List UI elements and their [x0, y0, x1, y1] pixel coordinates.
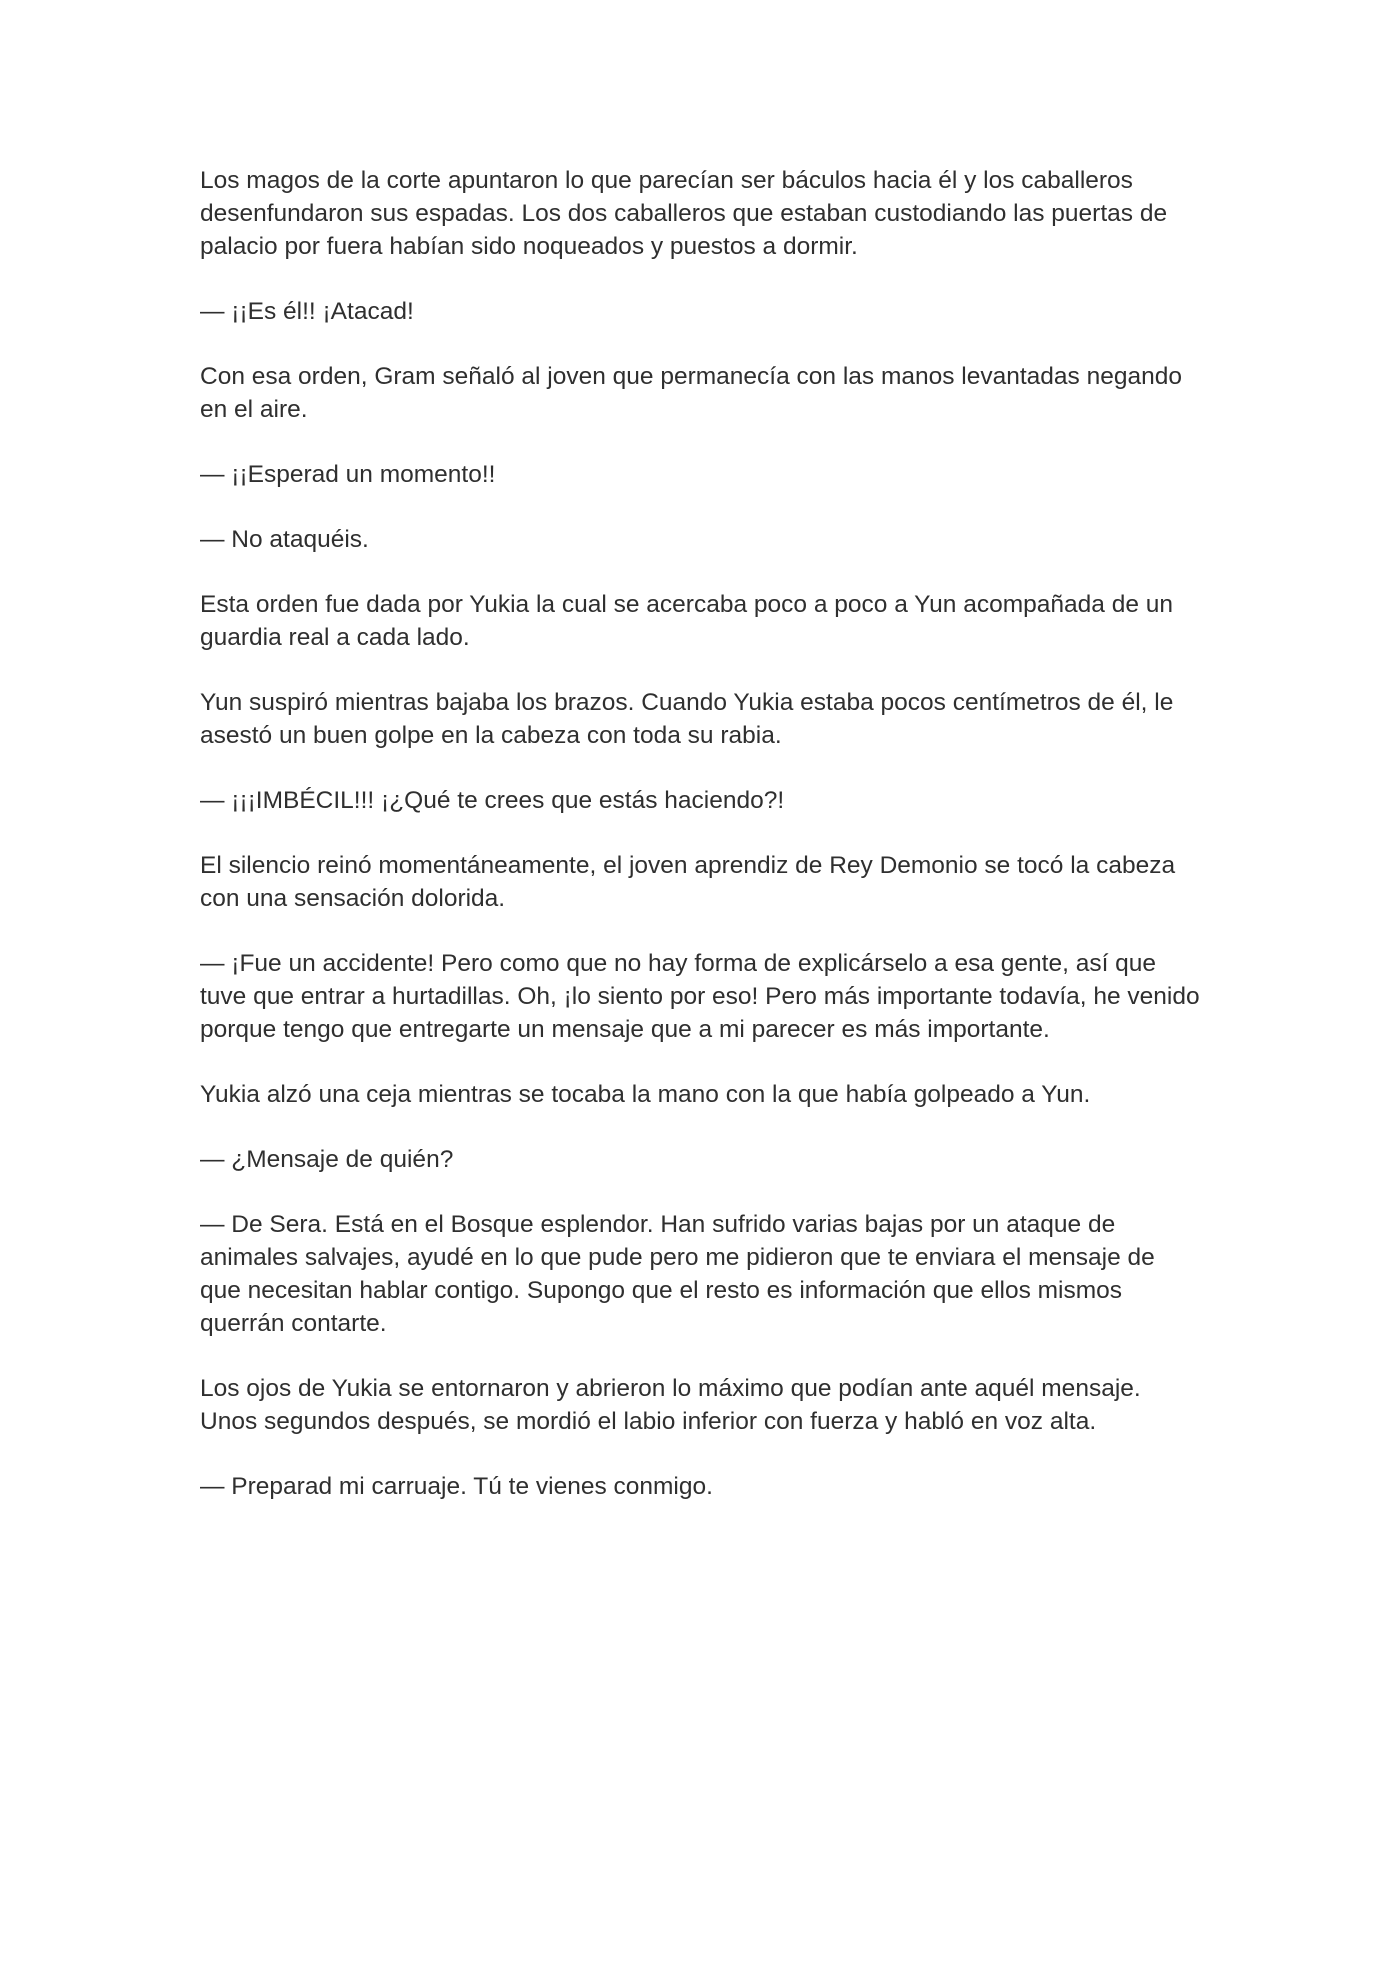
paragraph: — No ataquéis. [200, 526, 369, 553]
paragraph: — Preparad mi carruaje. Tú te vienes conmigo. [200, 1473, 713, 1500]
paragraph: — ¡¡¡IMBÉCIL!!! ¡¿Qué te crees que estás haciendo?! [200, 787, 785, 814]
paragraph: Los magos de la corte apuntaron lo que parecían ser báculos hacia él y los caballeros desenfundaron sus espadas. Los dos caballeros que estaban custodiando las puertas de palacio por fuera habían sido noqueados y puestos a dormir. [200, 167, 1168, 260]
paragraph: — ¡¡Es él!! ¡Atacad! [200, 298, 414, 325]
paragraph: Los ojos de Yukia se entornaron y abrieron lo máximo que podían ante aquél mensaje. Unos segundos después, se mordió el labio inferior con fuerza y habló en voz alta. [200, 1375, 1141, 1435]
paragraph: Esta orden fue dada por Yukia la cual se acercaba poco a poco a Yun acompañada de un guardia real a cada lado. [200, 591, 1174, 651]
paragraph: — ¿Mensaje de quién? [200, 1146, 454, 1173]
paragraph: Yun suspiró mientras bajaba los brazos. Cuando Yukia estaba pocos centímetros de él, le asestó un buen golpe en la cabeza con toda su rabia. [200, 689, 1174, 749]
paragraph: — ¡Fue un accidente! Pero como que no hay forma de explicárselo a esa gente, así que tuve que entrar a hurtadillas. Oh, ¡lo siento por eso! Pero más importante todavía, he venido porque tengo que entregarte un mensaje que a mi parecer es más importante. [200, 950, 1200, 1043]
paragraph: El silencio reinó momentáneamente, el joven aprendiz de Rey Demonio se tocó la cabeza con una sensación dolorida. [200, 852, 1176, 912]
paragraph: Con esa orden, Gram señaló al joven que permanecía con las manos levantadas negando en el aire. [200, 363, 1182, 423]
paragraph: — De Sera. Está en el Bosque esplendor. Han sufrido varias bajas por un ataque de animales salvajes, ayudé en lo que pude pero me pidieron que te enviara el mensaje de que necesitan hablar contigo. Supongo que el resto es información que ellos mismos querrán contarte. [200, 1211, 1155, 1337]
document-body [200, 164, 1200, 1535]
paragraph: — ¡¡Esperad un momento!! [200, 461, 496, 488]
paragraph: Yukia alzó una ceja mientras se tocaba la mano con la que había golpeado a Yun. [200, 1081, 1091, 1108]
